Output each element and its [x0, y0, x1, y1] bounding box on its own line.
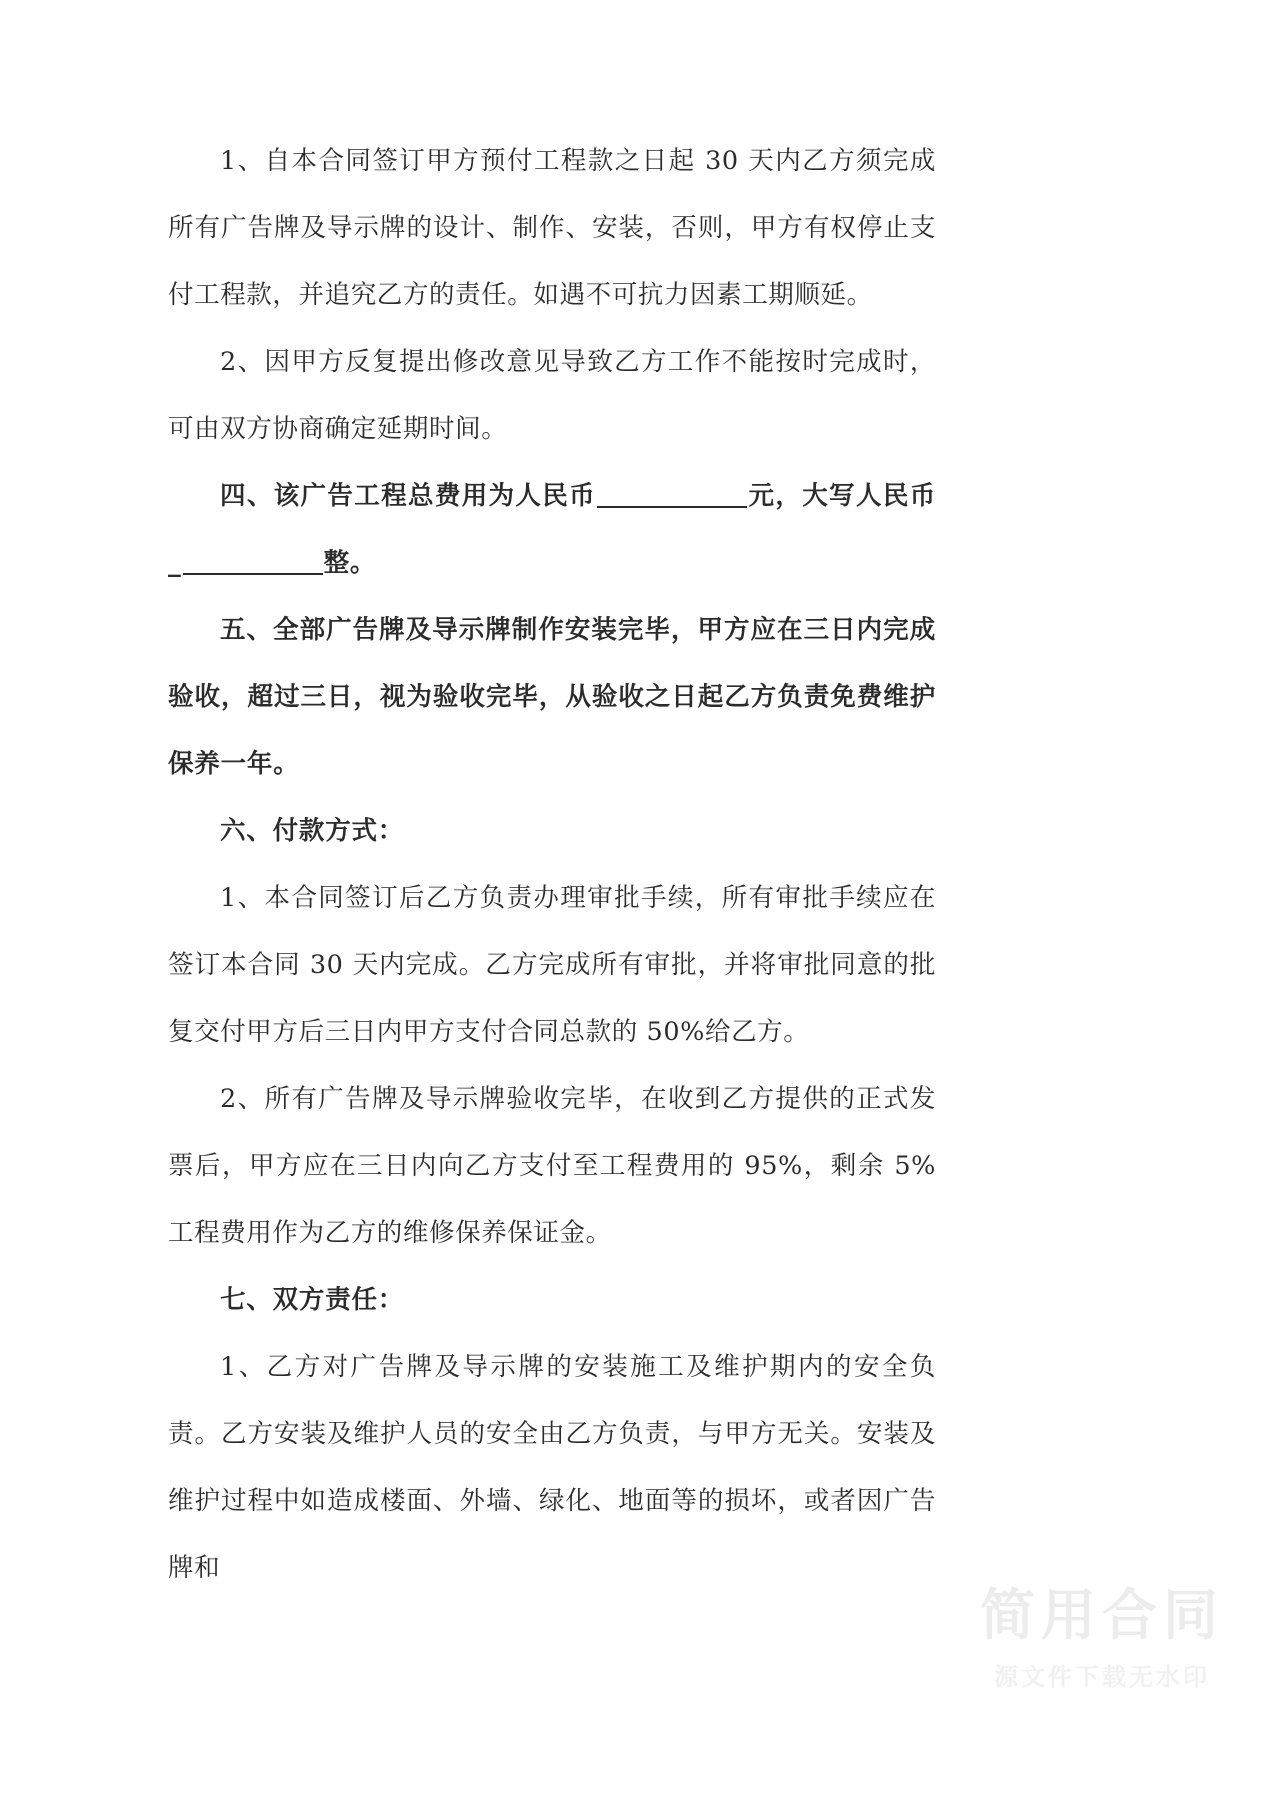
paragraph-6-heading: 六、付款方式：	[220, 816, 405, 846]
fill-blank-amount-words[interactable]	[183, 573, 323, 575]
paragraph-7-heading: 七、双方责任：	[220, 1285, 405, 1315]
watermark	[979, 1583, 1224, 1692]
paragraph-7-1: 1、乙方对广告牌及导示牌的安装施工及维护期内的安全负责。乙方安装及维护人员的安全由乙方负责，与甲方无关。安装及维护过程中如造成楼面、外墙、绿化、地面等的损坏，或者因广告牌和	[168, 1352, 936, 1583]
paragraph-4-heading	[168, 463, 936, 597]
paragraph-6-2: 2、所有广告牌及导示牌验收完毕，在收到乙方提供的正式发票后，甲方应在三日内向乙方支付至工程费用的 95%，剩余 5%工程费用作为乙方的维修保养保证金。	[168, 1084, 936, 1248]
watermark-subtitle-text: 源文件下载无水印	[993, 1663, 1210, 1691]
paragraph-6-1: 1、本合同签订后乙方负责办理审批手续，所有审批手续应在签订本合同 30 天内完成。乙方完成所有审批，并将审批同意的批复交付甲方后三日内甲方支付合同总款的 50%给乙方。	[168, 883, 936, 1047]
clause-4-text-middle: 元，大写人民币_	[168, 481, 936, 578]
clause-4-text-before: 四、该广告工程总费用为人民币	[220, 481, 596, 511]
watermark-brand-text: 简用合同	[979, 1583, 1224, 1648]
paragraph-3-1: 1、自本合同签订甲方预付工程款之日起 30 天内乙方须完成所有广告牌及导示牌的设计、制作、安装，否则，甲方有权停止支付工程款，并追究乙方的责任。如遇不可抗力因素工期顺延。	[168, 146, 936, 310]
paragraph-3-2: 2、因甲方反复提出修改意见导致乙方工作不能按时完成时，可由双方协商确定延期时间。	[168, 347, 936, 444]
paragraph-5-heading: 五、全部广告牌及导示牌制作安装完毕，甲方应在三日内完成验收，超过三日，视为验收完毕，从验收之日起乙方负责免费维护保养一年。	[168, 615, 936, 779]
clause-4-text-after: 整。	[323, 548, 377, 578]
document-body	[168, 128, 936, 1602]
fill-blank-amount-digits[interactable]	[597, 506, 747, 508]
